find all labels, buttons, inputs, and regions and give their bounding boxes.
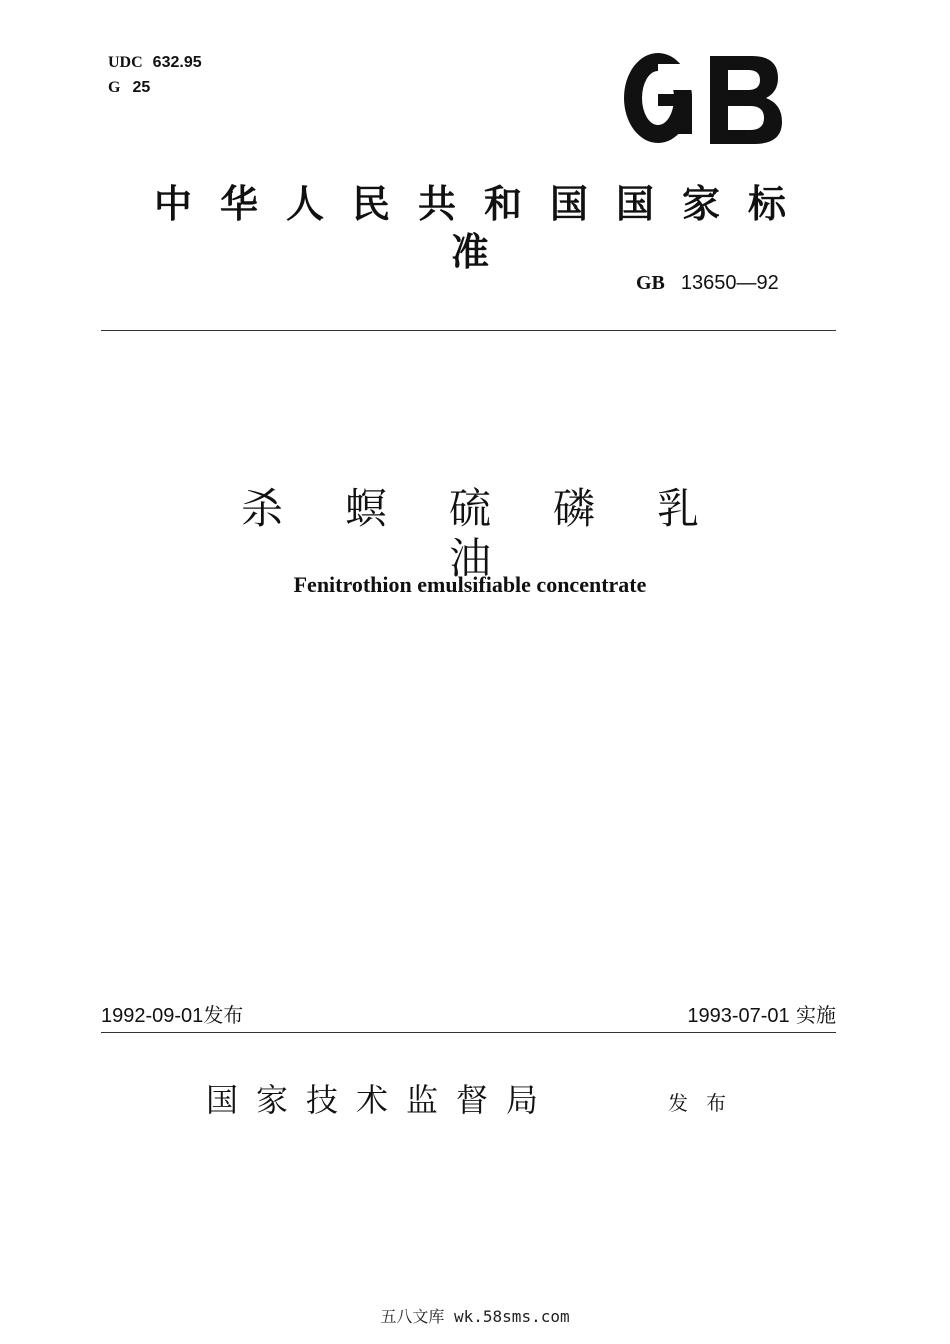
standard-prefix: GB: [636, 272, 665, 294]
implement-label: 实施: [796, 1003, 836, 1027]
implement-date-line: [687, 1002, 836, 1029]
issuing-agency: 国家技术监督局: [206, 1081, 557, 1119]
issue-date-line: [101, 1002, 243, 1029]
udc-line: [108, 53, 202, 73]
classification-line: [108, 78, 150, 98]
udc-code: 632.95: [152, 54, 202, 71]
document-title-en: Fenitrothion emulsifiable concentrate: [293, 572, 647, 597]
standard-code: 13650—92: [680, 272, 779, 294]
agency-action: 发布: [668, 1091, 744, 1115]
implement-date: 1993-07-01: [687, 1005, 790, 1027]
gb-logo: [622, 50, 782, 150]
bottom-divider: [101, 1032, 836, 1033]
gb-logo-icon: [622, 50, 782, 150]
standard-number: [636, 270, 779, 295]
class-label: G: [108, 79, 121, 96]
udc-label: UDC: [108, 54, 143, 71]
issue-label: 发布: [203, 1003, 244, 1027]
issue-date: 1992-09-01: [101, 1005, 204, 1027]
class-code: 25: [132, 79, 151, 96]
watermark-footer: 五八文库 wk.58sms.com: [380, 1307, 570, 1326]
document-title-cn: 杀螟硫磷乳油: [240, 484, 761, 583]
national-standard-title: 中华人民共和国国家标准: [153, 182, 814, 274]
top-divider: [101, 330, 836, 331]
